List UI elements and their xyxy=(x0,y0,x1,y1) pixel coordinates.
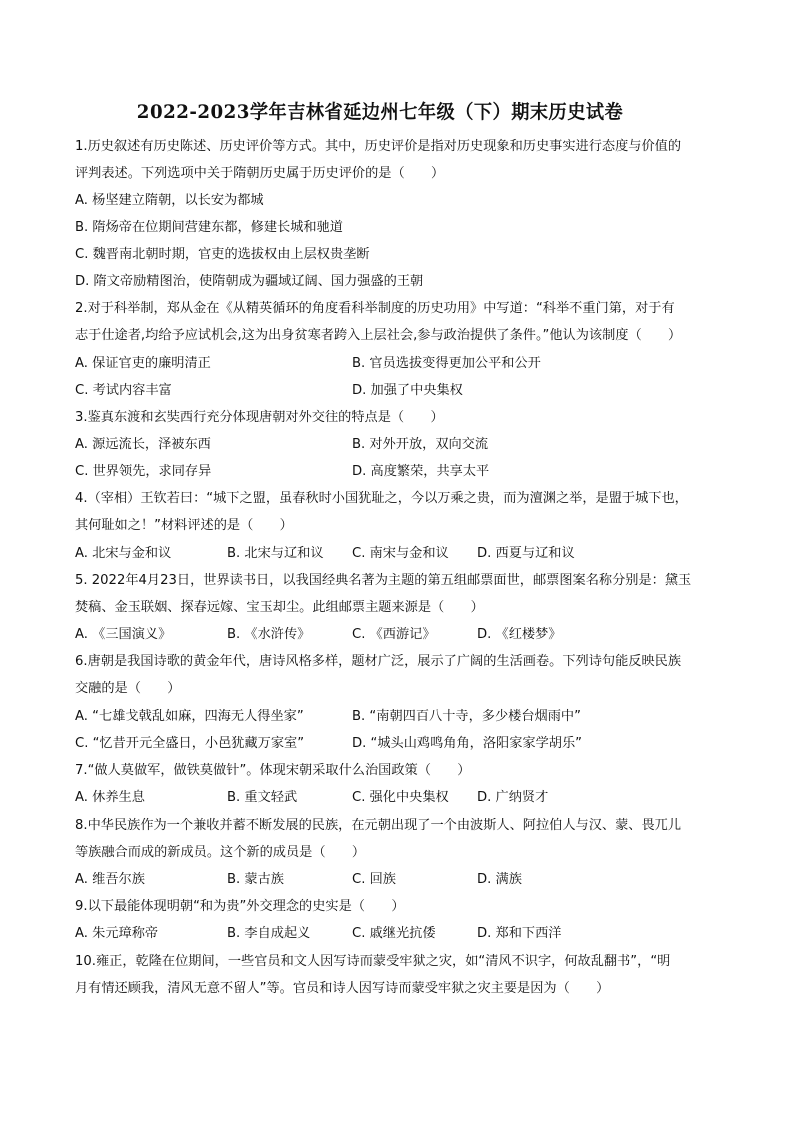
question-3-option-c: C. 世界领先，求同存异 xyxy=(75,464,212,479)
question-4-option-c: C. 南宋与金和议 xyxy=(352,546,449,561)
question-9-line-1: 9.以下最能体现明朝“和为贵”外交理念的史实是（ ） xyxy=(75,899,405,914)
question-9-option-a: A. 朱元璋称帝 xyxy=(75,926,159,941)
question-1-line-1: 1.历史叙述有历史陈述、历史评价等方式。其中，历史评价是指对历史现象和历史事实进行态度与价值的 xyxy=(75,139,682,154)
question-8-option-a: A. 维吾尔族 xyxy=(75,872,145,887)
question-9-option-b: B. 李自成起义 xyxy=(227,926,311,941)
question-8-option-c: C. 回族 xyxy=(352,872,396,887)
question-3-option-b: B. 对外开放，双向交流 xyxy=(352,437,489,452)
question-4-option-b: B. 北宋与辽和议 xyxy=(227,546,324,561)
question-7-option-a: A. 休养生息 xyxy=(75,790,145,805)
question-4-line-1: 4.（宰相）王钦若曰：“城下之盟，虽春秋时小国犹耻之，今以万乘之贵，而为澶渊之举，是盟于城下也， xyxy=(75,491,688,506)
question-8-option-d: D. 满族 xyxy=(477,872,522,887)
question-8-line-2: 等族融合而成的新成员。这个新的成员是（ ） xyxy=(75,845,366,860)
question-5-option-b: B. 《水浒传》 xyxy=(227,627,311,642)
question-6-option-b: B. “南朝四百八十寺，多少楼台烟雨中” xyxy=(352,709,581,724)
question-10-line-1: 10.雍正，乾隆在位期间，一些官员和文人因写诗而蒙受牢狱之灾，如“清风不识字，何故乱翻书”，“明 xyxy=(75,954,671,969)
question-6-option-c: C. “忆昔开元全盛日，小邑犹藏万家室” xyxy=(75,736,305,751)
question-1-line-2: 评判表述。下列选项中关于隋朝历史属于历史评价的是（ ） xyxy=(75,166,445,181)
question-4-option-a: A. 北宋与金和议 xyxy=(75,546,172,561)
page-title: 2022-2023学年吉林省延边州七年级（下）期末历史试卷 xyxy=(136,101,624,123)
question-6-line-1: 6.唐朝是我国诗歌的黄金年代，唐诗风格多样，题材广泛，展示了广阔的生活画卷。下列诗句能反映民族 xyxy=(75,654,682,669)
question-9-option-d: D. 郑和下西洋 xyxy=(477,926,562,941)
question-7-option-d: D. 广纳贤才 xyxy=(477,790,549,805)
question-3-option-d: D. 高度繁荣，共享太平 xyxy=(352,464,490,479)
question-5-option-d: D. 《红楼梦》 xyxy=(477,627,562,642)
question-3-line-1: 3.鉴真东渡和玄奘西行充分体现唐朝对外交往的特点是（ ） xyxy=(75,410,444,425)
question-9-option-c: C. 戚继光抗倭 xyxy=(352,926,436,941)
question-8-option-b: B. 蒙古族 xyxy=(227,872,284,887)
question-2-option-c: C. 考试内容丰富 xyxy=(75,383,172,398)
question-6-option-a: A. “七雄戈戟乱如麻，四海无人得坐家” xyxy=(75,709,304,724)
question-10-line-2: 月有情还顾我，清风无意不留人”等。官员和诗人因写诗而蒙受牢狱之灾主要是因为（ ） xyxy=(75,981,610,996)
question-8-line-1: 8.中华民族作为一个兼收并蓄不断发展的民族，在元朝出现了一个由波斯人、阿拉伯人与汉、蒙、畏兀儿 xyxy=(75,818,682,833)
question-5-option-a: A. 《三国演义》 xyxy=(75,627,172,642)
question-2-option-d: D. 加强了中央集权 xyxy=(352,383,463,398)
question-7-option-b: B. 重文轻武 xyxy=(227,790,298,805)
question-1-option-a: A. 杨坚建立隋朝，以长安为都城 xyxy=(75,193,264,208)
question-4-line-2: 其何耻如之！”材料评述的是（ ） xyxy=(75,518,293,533)
question-6-line-2: 交融的是（ ） xyxy=(75,681,181,696)
question-7-line-1: 7.“做人莫做军，做铁莫做针”。体现宋朝采取什么治国政策（ ） xyxy=(75,763,471,778)
question-4-option-d: D. 西夏与辽和议 xyxy=(477,546,575,561)
question-5-option-c: C. 《西游记》 xyxy=(352,627,436,642)
question-2-option-b: B. 官员选拔变得更加公平和公开 xyxy=(352,356,541,371)
question-1-option-d: D. 隋文帝励精图治，使隋朝成为疆域辽阔、国力强盛的王朝 xyxy=(75,274,424,289)
question-5-line-1: 5. 2022年4月23日，世界读书日，以我国经典名著为主题的第五组邮票面世，邮票图案名称分别是：黛玉 xyxy=(75,573,692,588)
question-5-line-2: 焚稿、金玉联姻、探春远嫁、宝玉却尘。此组邮票主题来源是（ ） xyxy=(75,600,484,615)
question-3-option-a: A. 源远流长，泽被东西 xyxy=(75,437,211,452)
question-2-line-2: 志于仕途者,均给予应试机会,这为出身贫寒者跨入上层社会,参与政治提供了条件。”他认为该制度（ ） xyxy=(75,328,682,343)
question-1-option-b: B. 隋炀帝在位期间营建东都，修建长城和驰道 xyxy=(75,220,343,235)
question-1-option-c: C. 魏晋南北朝时期，官吏的选拔权由上层权贵垄断 xyxy=(75,247,370,262)
question-2-line-1: 2.对于科举制，郑从金在《从精英循环的角度看科举制度的历史功用》中写道：“科举不重门第，对于有 xyxy=(75,301,675,316)
question-7-option-c: C. 强化中央集权 xyxy=(352,790,449,805)
question-6-option-d: D. “城头山鸡鸣角角，洛阳家家学胡乐” xyxy=(352,736,583,751)
question-2-option-a: A. 保证官吏的廉明清正 xyxy=(75,356,211,371)
